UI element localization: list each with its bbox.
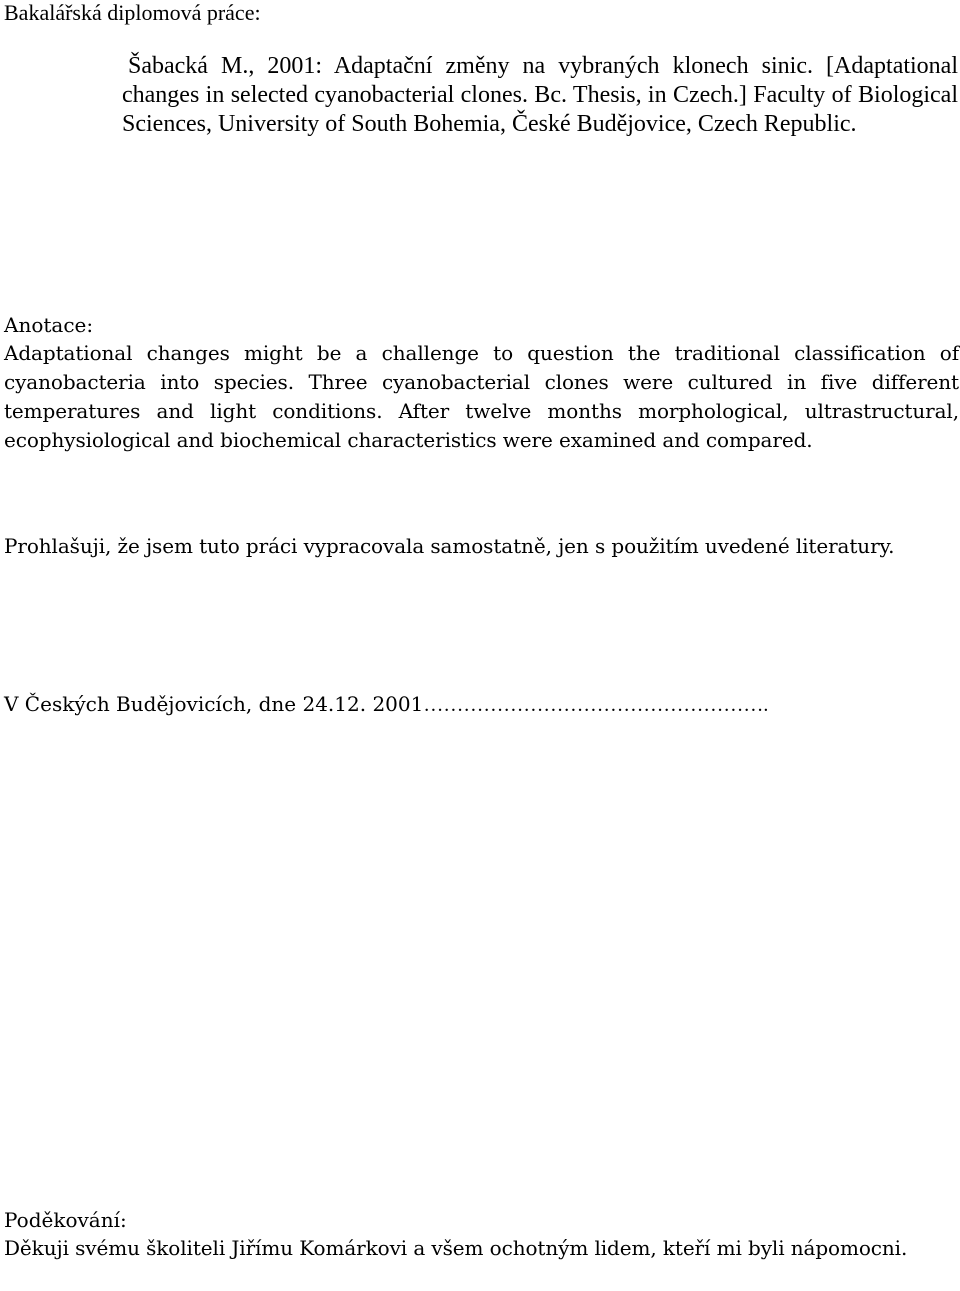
thesis-type-heading: Bakalářská diplomová práce: <box>4 0 261 25</box>
abstract-text: Adaptational changes might be a challenge to question the traditional classification of cyanobacteria into species. Three cyanobacterial clones were cultured in five different temperatures and light conditions. After twelve months morphological, ultrastructural, ecophysiological and biochemical characteristics were examined and compared. <box>4 341 959 452</box>
citation-english-details: [Adaptational changes in selected cyanobacterial clones. Bc. Thesis, in Czech.] Faculty of Biological Sciences, University of South Bohemia, České Budějovice, Czech Republic. <box>122 53 958 137</box>
place-date-signature-line <box>4 690 768 720</box>
acknowledgement-label: Poděkování: <box>4 1208 127 1232</box>
acknowledgement-text: Děkuji svému školiteli Jiřímu Komárkovi a všem ochotným lidem, kteří mi byli nápomocni. <box>4 1236 908 1260</box>
citation-czech-title: Šabacká M., 2001: Adaptační změny na vybraných klonech sinic. <box>128 53 813 79</box>
citation-block <box>122 52 958 139</box>
place-date: V Českých Budějovicích, dne 24.12. 2001 <box>4 692 424 716</box>
declaration-text: Prohlašuji, že jsem tuto práci vypracovala samostatně, jen s použitím uvedené literatury. <box>4 534 895 558</box>
abstract-label: Anotace: <box>4 313 94 337</box>
signature-dots: ……………………………………………. <box>423 694 769 716</box>
